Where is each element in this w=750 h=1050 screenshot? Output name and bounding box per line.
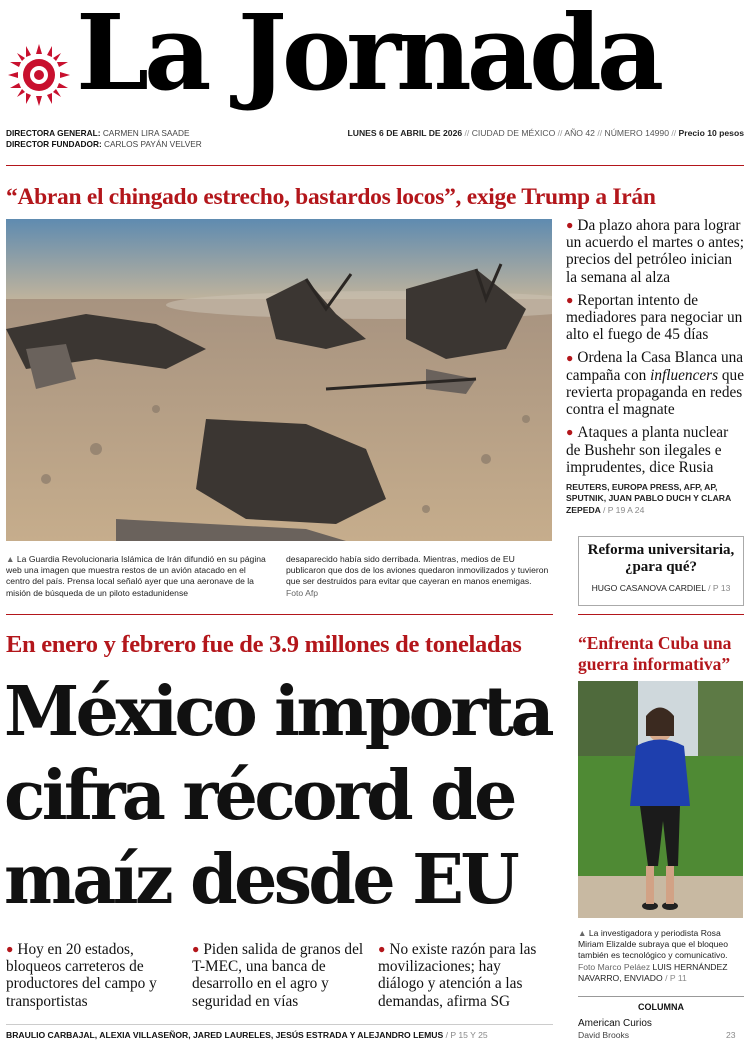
staff-fundador: DIRECTOR FUNDADOR: CARLOS PAYÁN VELVER — [6, 139, 202, 149]
main-bullet-3[interactable]: ● No existe razón para las movilizaciones; hay diálogo y atención a las demandas, afirma SG — [378, 941, 550, 1010]
main-story-credits: BRAULIO CARBAJAL, ALEXIA VILLASEÑOR, JARED LAURELES, JESÚS ESTRADA Y ALEJANDRO LEMUS / P 15 Y 25 — [6, 1030, 488, 1040]
opinion-title: Reforma universitaria, ¿para qué? — [587, 542, 735, 575]
top-story-credits: REUTERS, EUROPA PRESS, AFP, AP, SPUTNIK, JUAN PABLO DUCH Y CLARA ZEPEDA / P 19 A 24 — [566, 481, 731, 515]
wreckage-photo — [6, 219, 552, 541]
sun-emblem-icon — [6, 42, 72, 108]
issue-year: AÑO 42 — [564, 128, 595, 138]
issue-info: LUNES 6 DE ABRIL DE 2026 // CIUDAD DE MÉXICO // AÑO 42 // NÚMERO 14990 // Precio 10 pesos — [347, 128, 744, 138]
top-bullet-4[interactable]: ● Ataques a planta nuclear de Bushehr son ilegales e imprudentes, dice Rusia — [566, 424, 746, 476]
column-author: David Brooks — [578, 1030, 630, 1040]
cuba-headline[interactable]: “Enfrenta Cuba una guerra informativa” — [578, 633, 732, 674]
main-headline-line-2: cifra récord de — [4, 756, 514, 836]
top-bullet-2[interactable]: ● Reportan intento de mediadores para negociar un alto el fuego de 45 días — [566, 292, 746, 344]
main-headline-line-1: México importa — [4, 672, 551, 752]
column-divider — [578, 996, 744, 997]
portrait-photo — [578, 681, 743, 918]
top-story-bullets — [566, 217, 746, 516]
main-headline-line-3: maíz desde EU — [4, 840, 517, 920]
masthead-divider — [6, 165, 744, 166]
column-title[interactable]: American Curios — [578, 1018, 652, 1029]
top-headline[interactable]: “Abran el chingado estrecho, bastardos locos”, exige Trump a Irán — [6, 184, 656, 210]
top-bullet-3[interactable]: ● Ordena la Casa Blanca una campaña con influencers que revierta propaganda en redes contra el magnate — [566, 349, 746, 418]
issue-date: LUNES 6 DE ABRIL DE 2026 — [347, 128, 463, 138]
top-photo[interactable] — [6, 219, 552, 541]
issue-city: CIUDAD DE MÉXICO — [471, 128, 556, 138]
main-bullet-2[interactable]: ● Piden salida de granos del T-MEC, una banca de desarrollo en el agro y seguridad en vías — [192, 941, 364, 1010]
main-headline[interactable] — [4, 670, 564, 922]
opinion-box[interactable] — [578, 536, 744, 606]
staff-directora: DIRECTORA GENERAL: CARMEN LIRA SAADE — [6, 128, 190, 138]
column-label: COLUMNA — [638, 1002, 684, 1012]
caption-triangle-icon: ▲ — [6, 554, 17, 564]
main-kicker[interactable]: En enero y febrero fue de 3.9 millones de toneladas — [6, 631, 522, 658]
issue-price: Precio 10 pesos — [678, 128, 744, 138]
caption-triangle-icon-2: ▲ — [578, 928, 589, 938]
issue-number: NÚMERO 14990 — [604, 128, 669, 138]
column-page: 23 — [726, 1030, 736, 1040]
main-bullet-1[interactable]: ● Hoy en 20 estados, bloqueos carreteros de productores del campo y transportistas — [6, 941, 178, 1010]
top-photo-caption-col1: ▲ La Guardia Revolucionaria Islámica de Irán difundió en su página web una imagen que muestra restos de un avión atacado en el centro del país. Prensa local señaló ayer que una aeronave de la misión de búsqueda de un piloto estadunidense — [6, 554, 266, 598]
masthead — [0, 0, 750, 160]
section-divider — [6, 614, 553, 615]
masthead-title[interactable]: La Jornada — [76, 0, 660, 114]
cuba-photo[interactable] — [578, 681, 743, 918]
cuba-caption: ▲ La investigadora y periodista Rosa Miriam Elizalde subraya que el bloqueo también es tecnológico y comunicativo. Foto Marco Peláez LUIS HERNÁNDEZ NAVARRO, ENVIADO / P 11 — [578, 928, 728, 983]
top-photo-caption-col2: desaparecido había sido derribada. Mientras, medios de EU publicaron que dos de los aviones quedaron inmovilizados y tuvieron que ser destruidos para evitar que cayeran en manos enemigas. Foto Afp — [286, 554, 549, 598]
main-credits-divider — [6, 1024, 553, 1025]
sidebar-divider — [578, 614, 744, 615]
top-bullet-1[interactable]: ● Da plazo ahora para lograr un acuerdo el martes o antes; precios del petróleo inician la semana al alza — [566, 217, 746, 286]
opinion-author: HUGO CASANOVA CARDIEL / P 13 — [591, 583, 731, 593]
